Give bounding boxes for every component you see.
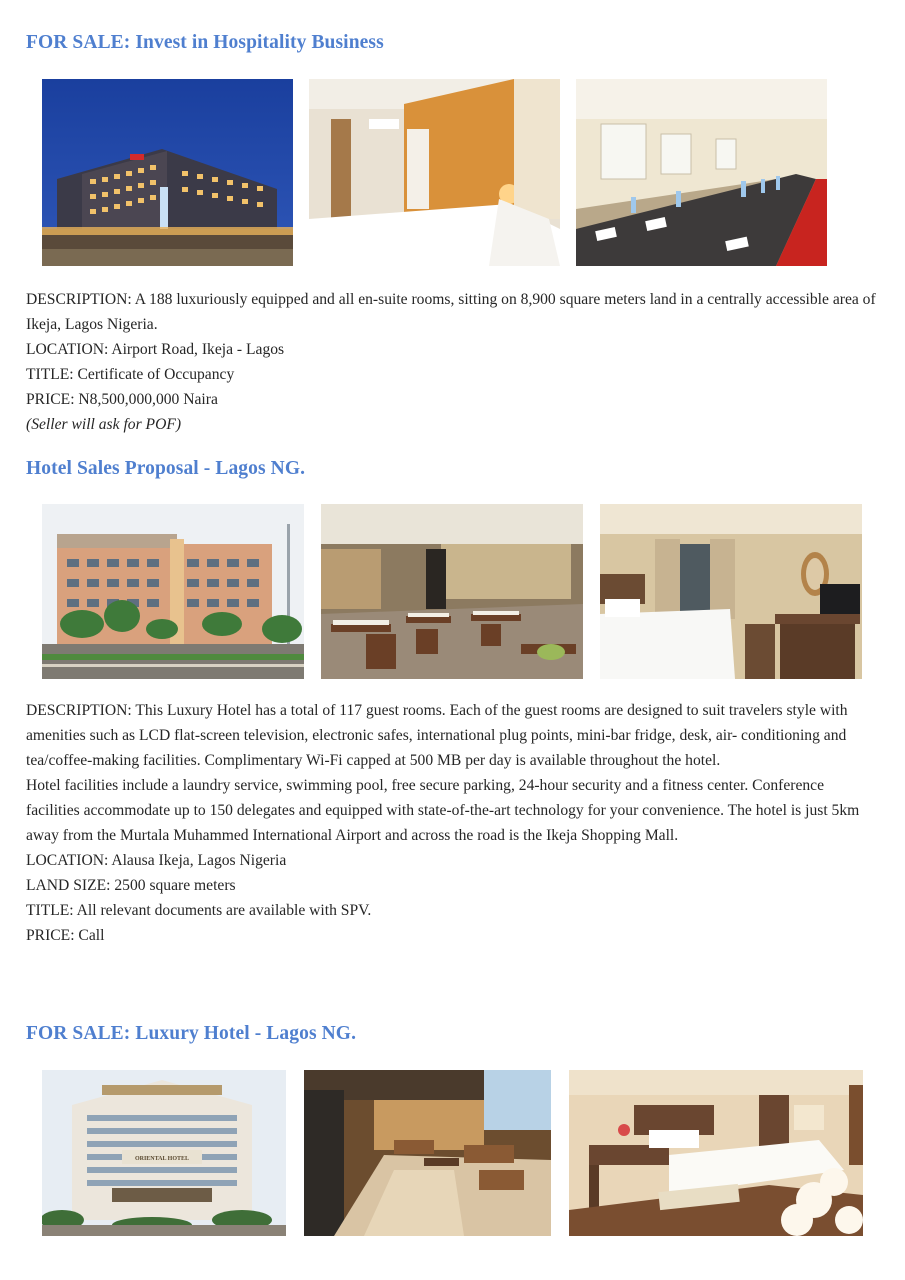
listing-2-heading: Hotel Sales Proposal - Lagos NG. bbox=[26, 458, 306, 479]
lobby-lounge-photo bbox=[304, 1070, 551, 1236]
listing-1-title: TITLE: Certificate of Occupancy bbox=[26, 366, 235, 383]
listing-2-description-line: DESCRIPTION: This Luxury Hotel has a total of 117 guest rooms. Each of the guest rooms are designed to suit travelers style with amenities such as LCD flat-screen television, electronic safes, international plug points, mini-bar fridge, desk, air- conditioning and tea/coffee-making facilities. Complimentary Wi-Fi capped at 500 MB per day is available throughout the hotel. bbox=[26, 702, 848, 769]
listing-2-title: TITLE: All relevant documents are available with SPV. bbox=[26, 902, 372, 919]
listing-2-price: PRICE: Call bbox=[26, 927, 105, 944]
conference-room-photo bbox=[576, 79, 827, 266]
hotel-exterior-night-photo bbox=[42, 79, 293, 266]
listing-2-facilities: Hotel facilities include a laundry service, swimming pool, free secure parking, 24-hour security and a fitness center. Conference facilities accommodate up to 150 delegates and equipped with state-of-the-art technology for your convenience. The hotel is just 5km away from the Murtala Muhammed International Airport and across the road is the Ikeja Shopping Mall. bbox=[26, 777, 860, 844]
restaurant-photo bbox=[321, 504, 583, 679]
oriental-hotel-exterior-photo bbox=[42, 1070, 286, 1236]
guest-room-photo bbox=[600, 504, 862, 679]
listing-1-heading: FOR SALE: Invest in Hospitality Business bbox=[26, 32, 384, 53]
hotel-exterior-day-photo bbox=[42, 504, 304, 679]
listing-1-note: (Seller will ask for POF) bbox=[26, 416, 182, 433]
listing-1-price: PRICE: N8,500,000,000 Naira bbox=[26, 391, 218, 408]
listing-2-description bbox=[26, 698, 876, 948]
listing-1-location: LOCATION: Airport Road, Ikeja - Lagos bbox=[26, 341, 285, 358]
listing-1-description-line: DESCRIPTION: A 188 luxuriously equipped and all en-suite rooms, sitting on 8,900 square meters land in a centrally accessible area of Ikeja, Lagos Nigeria. bbox=[26, 291, 876, 333]
listing-1-description bbox=[26, 287, 876, 437]
listing-2-location: LOCATION: Alausa Ikeja, Lagos Nigeria bbox=[26, 852, 287, 869]
listing-2-land-size: LAND SIZE: 2500 square meters bbox=[26, 877, 236, 894]
suite-bedroom-photo bbox=[569, 1070, 863, 1236]
oriental-hotel-sign: ORIENTAL HOTEL bbox=[134, 1156, 190, 1162]
listing-3-heading: FOR SALE: Luxury Hotel - Lagos NG. bbox=[26, 1023, 357, 1044]
hotel-bedroom-photo bbox=[309, 79, 560, 266]
